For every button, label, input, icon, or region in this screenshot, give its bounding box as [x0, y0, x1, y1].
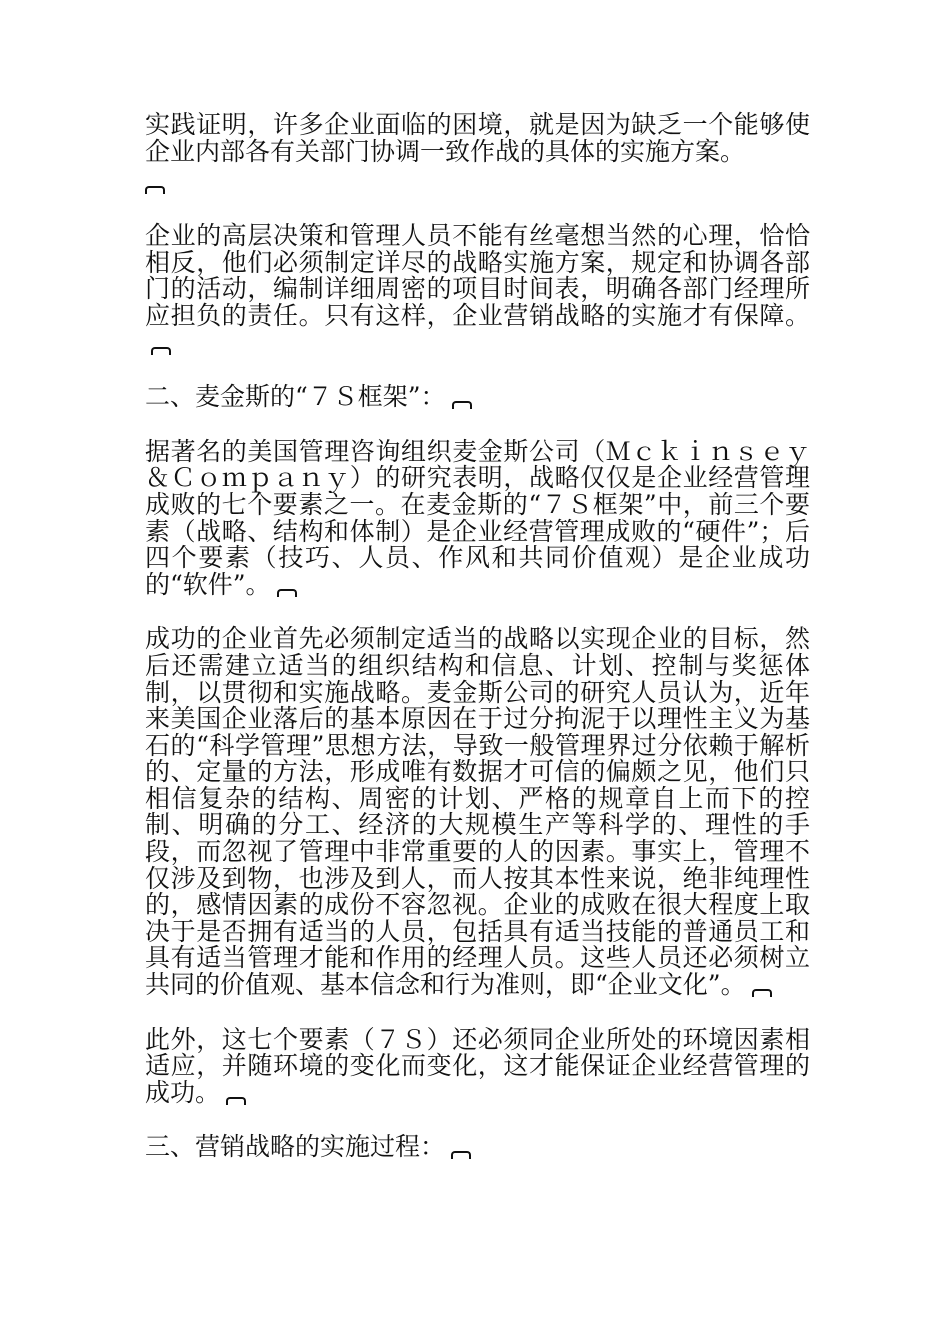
paragraph-5 [145, 626, 810, 998]
paragraph-mark-icon [145, 186, 165, 194]
heading-text: 三、营销战略的实施过程： [145, 1132, 446, 1162]
paragraph-mark-icon [151, 347, 171, 355]
paragraph-1 [145, 112, 810, 195]
paragraph-text: 企业的高层决策和管理人员不能有丝毫想当然的心理，恰恰相反，他们必须制定详尽的战略实施方案，规定和协调各部门的活动，编制详细周密的项目时间表，明确各部门经理所应担负的责任。只有这样，企业营销战略的实施才有保障。 [145, 221, 810, 330]
paragraph-text: 此外，这七个要素（７Ｓ）还必须同企业所处的环境因素相适应，并随环境的变化而变化，这才能保证企业经营管理的成功。 [145, 1024, 810, 1107]
section-heading-7s [145, 384, 810, 411]
paragraph-mark-icon [451, 1151, 471, 1159]
paragraph-mark-icon [226, 1097, 246, 1105]
paragraph-2 [145, 223, 810, 356]
paragraph-mark-icon [277, 589, 297, 597]
paragraph-4 [145, 436, 810, 599]
document-page [145, 112, 810, 1189]
paragraph-6 [145, 1024, 810, 1107]
paragraph-mark-icon [752, 989, 772, 997]
paragraph-mark-icon [452, 401, 472, 409]
paragraph-text: 成功的企业首先必须制定适当的战略以实现企业的目标，然后还需建立适当的组织结构和信息、计划、控制与奖惩体制，以贯彻和实施战略。麦金斯公司的研究人员认为，近年来美国企业落后的基本原因在于过分拘泥于以理性主义为基石的“科学管理”思想方法，导致一般管理界过分依赖于解析的、定量的方法，形成唯有数据才可信的偏颇之见，他们只相信复杂的结构、周密的计划、严格的规章自上而下的控制、明确的分工、经济的大规模生产等科学的、理性的手段，而忽视了管理中非常重要的人的因素。事实上，管理不仅涉及到物，也涉及到人，而人按其本性来说，绝非纯理性的，感情因素的成份不容忽视。企业的成败在很大程度上取决于是否拥有适当的人员，包括具有适当技能的普通员工和具有适当管理才能和作用的经理人员。这些人员还必须树立共同的价值观、基本信念和行为准则，即“企业文化”。 [145, 624, 810, 1000]
paragraph-text: 据著名的美国管理咨询组织麦金斯公司（Ｍｃｋｉｎｓｅｙ＆Ｃｏｍｐａｎｙ）的研究表明，战略仅仅是企业经营管理成败的七个要素之一。在麦金斯的“７Ｓ框架”中，前三个要素（战略、结构和体制）是企业经营管理成败的“硬件”；后四个要素（技巧、人员、作风和共同价值观）是企业成功的“软件”。 [145, 436, 810, 599]
section-heading-implementation [145, 1134, 810, 1161]
paragraph-text: 实践证明，许多企业面临的困境，就是因为缺乏一个能够使企业内部各有关部门协调一致作战的具体的实施方案。 [145, 110, 810, 166]
heading-text: 二、麦金斯的“７Ｓ框架”： [145, 382, 446, 412]
